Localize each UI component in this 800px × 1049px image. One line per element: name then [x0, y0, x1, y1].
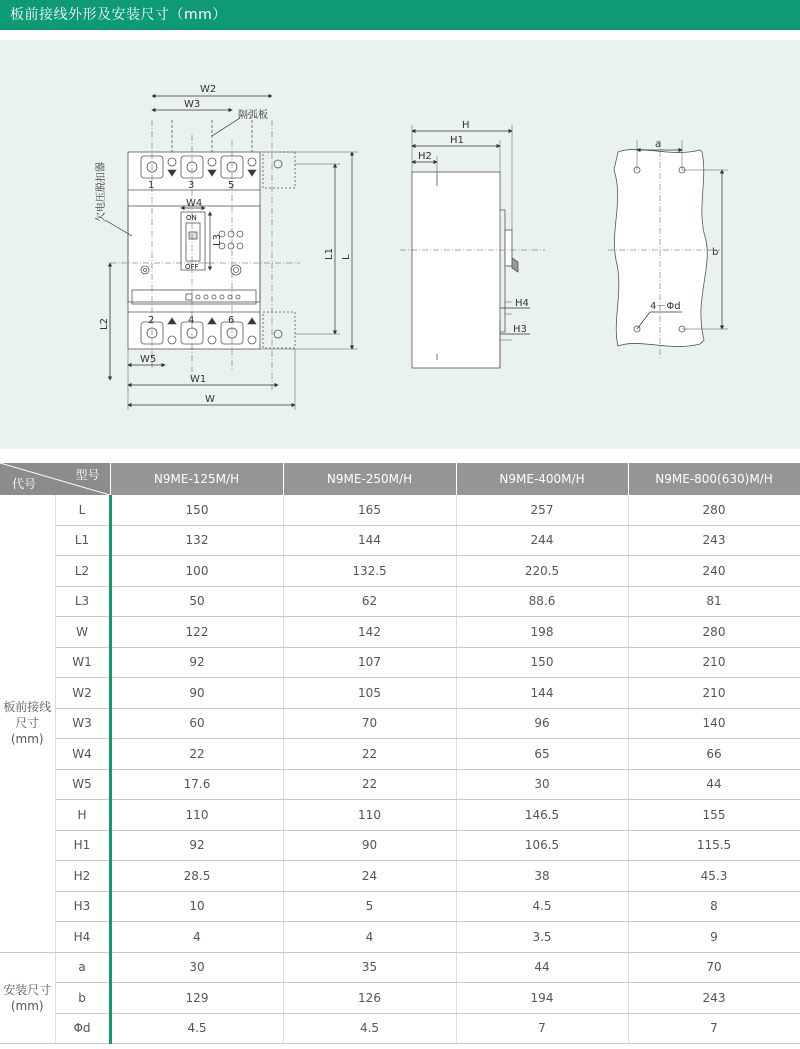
table-cell: 132 — [110, 525, 283, 556]
table-cell: 107 — [283, 647, 456, 678]
row-code: W1 — [55, 647, 110, 678]
row-code: H2 — [55, 861, 110, 892]
table-cell: 22 — [283, 769, 456, 800]
row-code: L2 — [55, 556, 110, 587]
table-header-row — [0, 463, 800, 495]
table-cell: 65 — [456, 739, 628, 770]
label-holes: 4－Φd — [650, 301, 681, 312]
table-cell: 92 — [110, 647, 283, 678]
table-cell: 122 — [110, 617, 283, 648]
table-cell: 30 — [110, 952, 283, 983]
model-header: N9ME-125M/H — [110, 463, 283, 495]
front-view — [110, 120, 358, 410]
table-cell: 4.5 — [110, 1013, 283, 1044]
table-row — [0, 708, 800, 739]
row-code: b — [55, 983, 110, 1014]
row-code: H — [55, 800, 110, 831]
table-cell: 44 — [628, 769, 800, 800]
table-cell: 244 — [456, 525, 628, 556]
table-cell: 129 — [110, 983, 283, 1014]
group-label-line: (mm) — [10, 998, 44, 1013]
table-cell: 126 — [283, 983, 456, 1014]
table-cell: 30 — [456, 769, 628, 800]
group-label-line: (mm) — [10, 732, 44, 747]
table-row — [0, 769, 800, 800]
table-cell: 88.6 — [456, 586, 628, 617]
table-cell: 240 — [628, 556, 800, 587]
row-code: H1 — [55, 830, 110, 861]
table-cell: 70 — [283, 708, 456, 739]
table-cell: 10 — [110, 891, 283, 922]
table-cell: 44 — [456, 952, 628, 983]
row-code: W5 — [55, 769, 110, 800]
group-label — [0, 495, 55, 952]
table-cell: 110 — [110, 800, 283, 831]
table-row — [0, 586, 800, 617]
label-l: L — [341, 254, 352, 260]
corner-code-label: 代号 — [12, 477, 37, 491]
label-partition: 隔弧板 — [238, 110, 268, 121]
row-code: Φd — [55, 1013, 110, 1044]
label-w4: W4 — [186, 198, 203, 209]
table-cell: 280 — [628, 495, 800, 525]
table-cell: 81 — [628, 586, 800, 617]
table-cell: 17.6 — [110, 769, 283, 800]
label-h2: H2 — [418, 151, 432, 162]
table-cell: 210 — [628, 678, 800, 709]
table-cell: 155 — [628, 800, 800, 831]
row-code: H3 — [55, 891, 110, 922]
table-row — [0, 525, 800, 556]
table-cell: 144 — [283, 525, 456, 556]
table-cell: 100 — [110, 556, 283, 587]
table-corner-cell — [0, 463, 110, 495]
pole-2: 2 — [148, 315, 155, 326]
table-cell: 50 — [110, 586, 283, 617]
table-cell: 140 — [628, 708, 800, 739]
row-code: L3 — [55, 586, 110, 617]
table-cell: 5 — [283, 891, 456, 922]
table-cell: 165 — [283, 495, 456, 525]
row-code: W2 — [55, 678, 110, 709]
dimension-drawings — [0, 40, 800, 449]
table-cell: 38 — [456, 861, 628, 892]
table-cell: 4 — [283, 922, 456, 953]
row-code: W3 — [55, 708, 110, 739]
table-row — [0, 678, 800, 709]
label-l1: L1 — [324, 248, 335, 260]
group-label-line: 板前接线 — [3, 700, 52, 715]
label-a: a — [655, 139, 662, 150]
table-row — [0, 495, 800, 525]
table-cell: 9 — [628, 922, 800, 953]
label-on: ON — [186, 214, 197, 222]
table-row — [0, 800, 800, 831]
table-cell: 144 — [456, 678, 628, 709]
label-l2: L2 — [99, 318, 110, 330]
table-cell: 4.5 — [456, 891, 628, 922]
label-w3: W3 — [184, 99, 201, 110]
table-cell: 106.5 — [456, 830, 628, 861]
label-h: H — [462, 120, 470, 131]
table-cell: 62 — [283, 586, 456, 617]
dimension-drawing-panel — [0, 40, 800, 449]
table-cell: 243 — [628, 983, 800, 1014]
row-code: L — [55, 495, 110, 525]
table-row — [0, 739, 800, 770]
table-row — [0, 983, 800, 1014]
table-cell: 257 — [456, 495, 628, 525]
label-w: W — [205, 394, 215, 405]
table-cell: 28.5 — [110, 861, 283, 892]
table-cell: 4 — [110, 922, 283, 953]
pole-6: 6 — [228, 315, 235, 326]
pole-5: 5 — [228, 180, 235, 191]
table-row — [0, 891, 800, 922]
label-undervoltage: 欠电压脱扣器 — [96, 162, 107, 222]
table-cell: 105 — [283, 678, 456, 709]
row-code: W4 — [55, 739, 110, 770]
table-cell: 3.5 — [456, 922, 628, 953]
table-cell: 150 — [110, 495, 283, 525]
table-row — [0, 922, 800, 953]
label-b: b — [712, 247, 719, 258]
model-header: N9ME-800(630)M/H — [628, 463, 800, 495]
table-cell: 194 — [456, 983, 628, 1014]
table-cell: 7 — [456, 1013, 628, 1044]
table-cell: 92 — [110, 830, 283, 861]
model-header: N9ME-250M/H — [283, 463, 456, 495]
table-cell: 150 — [456, 647, 628, 678]
table-cell: 198 — [456, 617, 628, 648]
group-label — [0, 952, 55, 1044]
table-cell: 210 — [628, 647, 800, 678]
table-cell: 7 — [628, 1013, 800, 1044]
pole-1: 1 — [148, 180, 155, 191]
row-code: L1 — [55, 525, 110, 556]
table-cell: 243 — [628, 525, 800, 556]
table-row — [0, 647, 800, 678]
table-row — [0, 617, 800, 648]
table-cell: 90 — [283, 830, 456, 861]
table-cell: 142 — [283, 617, 456, 648]
pole-4: 4 — [188, 315, 195, 326]
group-label-line: 尺寸 — [15, 716, 40, 731]
model-header: N9ME-400M/H — [456, 463, 628, 495]
label-off: OFF — [185, 263, 199, 271]
page-title: 板前接线外形及安装尺寸（mm） — [10, 7, 227, 23]
table-cell: 220.5 — [456, 556, 628, 587]
table-row — [0, 861, 800, 892]
label-w5: W5 — [140, 354, 157, 365]
table-row — [0, 556, 800, 587]
label-w2: W2 — [200, 84, 217, 95]
table-row — [0, 1013, 800, 1044]
table-cell: 146.5 — [456, 800, 628, 831]
mounting-view — [608, 140, 728, 360]
table-cell: 110 — [283, 800, 456, 831]
row-code: a — [55, 952, 110, 983]
label-w1: W1 — [190, 374, 207, 385]
table-row — [0, 952, 800, 983]
table-cell: 280 — [628, 617, 800, 648]
table-cell: 45.3 — [628, 861, 800, 892]
corner-model-label: 型号 — [75, 468, 100, 482]
label-h4: H4 — [515, 298, 529, 309]
label-h3: H3 — [513, 324, 527, 335]
table-cell: 22 — [110, 739, 283, 770]
table-cell: 132.5 — [283, 556, 456, 587]
table-row — [0, 830, 800, 861]
table-cell: 60 — [110, 708, 283, 739]
group-label-line: 安装尺寸 — [3, 982, 52, 997]
table-cell: 35 — [283, 952, 456, 983]
row-code: H4 — [55, 922, 110, 953]
label-h1: H1 — [450, 135, 464, 146]
dimension-table — [0, 463, 800, 1044]
label-l3: L3 — [212, 234, 223, 246]
table-cell: 24 — [283, 861, 456, 892]
table-cell: 4.5 — [283, 1013, 456, 1044]
pole-3: 3 — [188, 180, 195, 191]
table-cell: 115.5 — [628, 830, 800, 861]
table-cell: 66 — [628, 739, 800, 770]
row-code: W — [55, 617, 110, 648]
table-cell: 22 — [283, 739, 456, 770]
table-cell: 8 — [628, 891, 800, 922]
table-cell: 70 — [628, 952, 800, 983]
header-bar — [0, 0, 800, 30]
table-cell: 90 — [110, 678, 283, 709]
table-cell: 96 — [456, 708, 628, 739]
